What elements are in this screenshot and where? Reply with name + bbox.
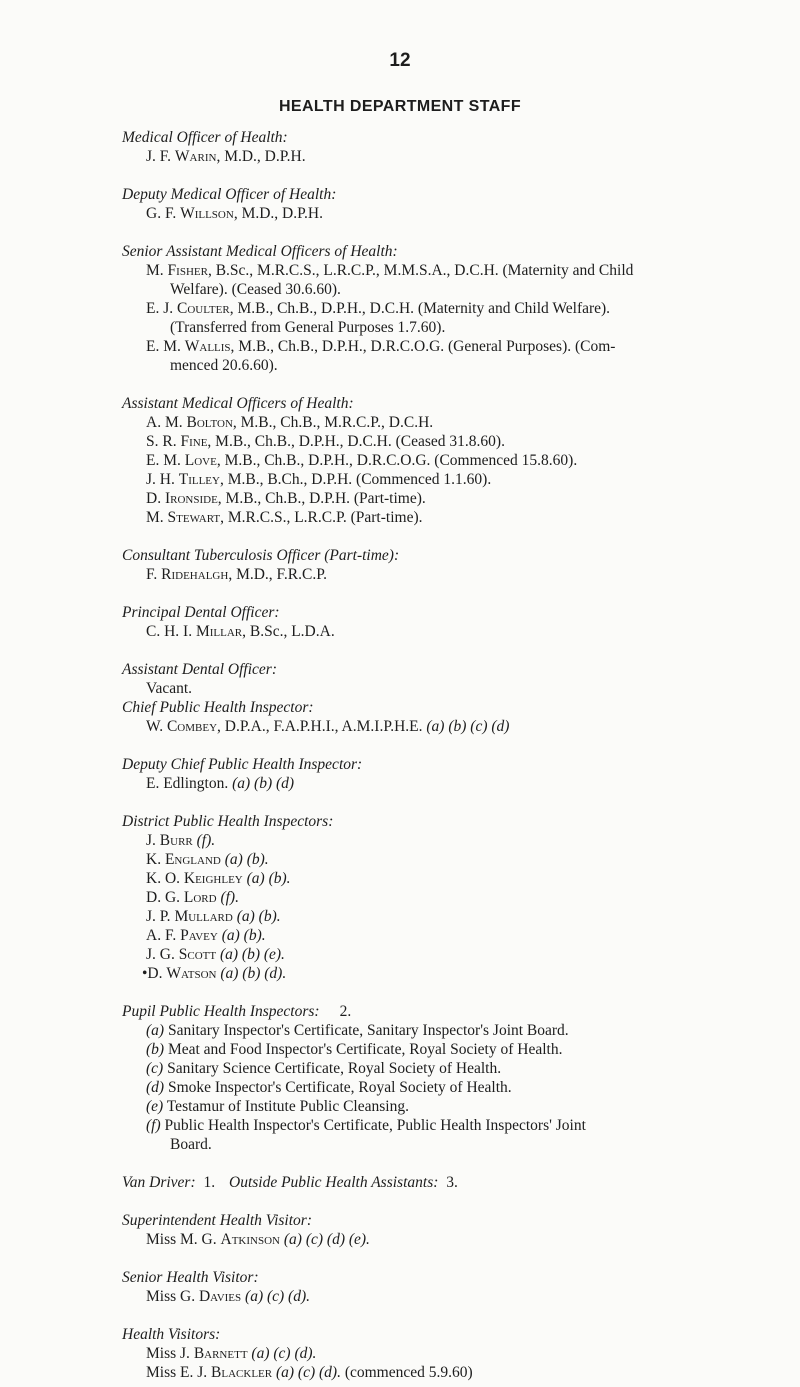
qualifications: , M.D., D.P.H. — [216, 148, 306, 165]
surname: Watson — [166, 965, 217, 982]
page-title: HEALTH DEPARTMENT STAFF — [278, 98, 522, 115]
initials: W. — [146, 718, 167, 735]
certificate-key-item — [146, 1097, 762, 1116]
surname: Willson — [180, 205, 234, 222]
surname: Tilley — [178, 471, 220, 488]
entry-continuation: Board. — [170, 1136, 212, 1153]
van-driver-count: 1. — [203, 1174, 216, 1191]
initials: M. — [146, 262, 168, 279]
initials: F. — [146, 566, 162, 583]
section-title: District Public Health Inspectors: — [122, 813, 334, 830]
key-ref: (c) — [146, 1060, 164, 1077]
section-title: Van Driver: — [122, 1174, 196, 1191]
section-title: Principal Dental Officer: — [122, 604, 280, 621]
staff-entry — [142, 964, 762, 983]
key-text: Testamur of Institute Public Cleansing. — [163, 1098, 409, 1115]
certificate-key-item — [146, 1040, 762, 1059]
certificate-refs: (a) (b). — [224, 851, 269, 868]
initials: D. — [146, 490, 165, 507]
entry-continuation: Welfare). (Ceased 30.6.60). — [170, 281, 341, 298]
surname: Lord — [183, 889, 217, 906]
section-pupil-public-health-inspectors — [122, 1002, 762, 1154]
initials: Miss M. G. — [146, 1231, 221, 1248]
pupil-count: 2. — [339, 1003, 352, 1020]
section-title: Consultant Tuberculosis Officer (Part-time): — [122, 547, 400, 564]
section-title: Assistant Medical Officers of Health: — [122, 395, 354, 412]
staff-entry — [146, 451, 762, 470]
staff-entry — [146, 261, 762, 299]
entry-continuation: (Transferred from General Purposes 1.7.60). — [170, 319, 446, 336]
certificate-refs: (a) (c) (d). — [275, 1364, 341, 1381]
surname: Fine — [180, 433, 208, 450]
surname: Scott — [178, 946, 217, 963]
staff-entry — [146, 831, 762, 850]
initials: E. J. — [146, 300, 177, 317]
section-superintendent-health-visitor — [122, 1211, 762, 1249]
section-title: Chief Public Health Inspector: — [122, 699, 314, 716]
initials: •D. — [142, 965, 167, 982]
certificate-refs: (a) (c) (d). — [245, 1288, 311, 1305]
staff-entry — [146, 413, 762, 432]
initials: J. G. — [146, 946, 179, 963]
key-text: Meat and Food Inspector's Certificate, Royal Society of Health. — [164, 1041, 563, 1058]
section-title: Deputy Chief Public Health Inspector: — [122, 756, 363, 773]
staff-entry — [146, 470, 762, 489]
surname: Combey — [166, 718, 218, 735]
section-district-public-health-inspectors — [122, 812, 762, 983]
section-title: Health Visitors: — [122, 1326, 221, 1343]
section-senior-health-visitor — [122, 1268, 762, 1306]
certificate-refs: (f). — [220, 889, 239, 906]
section-principal-dental-officer — [122, 603, 762, 641]
surname: Warin — [174, 148, 217, 165]
key-ref: (b) — [146, 1041, 165, 1058]
certificate-refs: (f). — [196, 832, 216, 849]
surname: Stewart — [167, 509, 221, 526]
qualifications: , B.Sc., L.D.A. — [242, 623, 335, 640]
surname: Love — [184, 452, 217, 469]
initials: S. R. — [146, 433, 181, 450]
staff-entry — [146, 432, 762, 451]
entry-continuation: menced 20.6.60). — [170, 357, 278, 374]
surname: Fisher — [167, 262, 208, 279]
section-deputy-chief-public-health-inspector — [122, 755, 762, 793]
surname: England — [164, 851, 221, 868]
section-health-visitors — [122, 1325, 762, 1382]
staff-entry — [146, 147, 762, 166]
certificate-key-item — [146, 1021, 762, 1040]
initials: D. G. — [146, 889, 184, 906]
initials: Miss J. — [146, 1345, 194, 1362]
qualifications: , M.B., Ch.B., M.R.C.P., D.C.H. — [232, 414, 434, 431]
staff-list — [122, 128, 762, 1382]
section-assistant-dental-officer — [122, 660, 762, 698]
certificate-refs: (a) (b). — [246, 870, 291, 887]
surname: Burr — [159, 832, 193, 849]
certificate-refs: (a) (b) (e). — [219, 946, 285, 963]
staff-entry — [146, 1287, 762, 1306]
key-text: Smoke Inspector's Certificate, Royal Society of Health. — [164, 1079, 512, 1096]
section-title: Senior Assistant Medical Officers of Health: — [122, 243, 398, 260]
qualifications: , D.P.A., F.A.P.H.I., A.M.I.P.H.E. — [217, 718, 427, 735]
section-title: Senior Health Visitor: — [122, 1269, 259, 1286]
surname: Ridehalgh — [161, 566, 229, 583]
initials: J. H. — [146, 471, 179, 488]
key-text: Sanitary Science Certificate, Royal Society of Health. — [163, 1060, 502, 1077]
section-title: Assistant Dental Officer: — [122, 661, 277, 678]
surname: Davies — [198, 1288, 242, 1305]
page-number: 12 — [389, 50, 411, 71]
certificate-refs: (a) (c) (d) (e). — [283, 1231, 370, 1248]
section-title: Pupil Public Health Inspectors: — [122, 1003, 320, 1020]
initials: E. M. — [146, 338, 185, 355]
staff-entry — [146, 1230, 762, 1249]
entry-note: (commenced 5.9.60) — [340, 1364, 473, 1381]
section-senior-assistant-medical-officers — [122, 242, 762, 375]
section-deputy-medical-officer — [122, 185, 762, 223]
certificate-refs: (a) (b) (d). — [220, 965, 287, 982]
staff-entry — [146, 337, 762, 375]
staff-entry — [146, 204, 762, 223]
certificate-refs: (a) (c) (d). — [251, 1345, 317, 1362]
section-title: Deputy Medical Officer of Health: — [122, 186, 337, 203]
surname: Blackler — [211, 1364, 273, 1381]
key-ref: (d) — [146, 1079, 165, 1096]
initials: A. M. — [146, 414, 187, 431]
surname: Barnett — [193, 1345, 248, 1362]
certificate-refs: (a) (b). — [236, 908, 281, 925]
qualifications: , M.B., Ch.B., D.P.H., D.R.C.O.G. (General Purposes). (Com- — [230, 338, 616, 355]
surname: Millar — [195, 623, 243, 640]
initials: J. F. — [146, 148, 175, 165]
staff-entry — [146, 850, 762, 869]
qualifications: , M.B., Ch.B., D.P.H., D.C.H. (Ceased 31.8.60). — [207, 433, 505, 450]
initials: K. — [146, 851, 165, 868]
section-van-driver — [122, 1173, 762, 1192]
certificate-key-item — [146, 1116, 762, 1154]
certificate-key-item — [146, 1059, 762, 1078]
key-text: Sanitary Inspector's Certificate, Sanitary Inspector's Joint Board. — [164, 1022, 569, 1039]
staff-entry — [146, 299, 762, 337]
outside-assistants-title: Outside Public Health Assistants: — [229, 1174, 439, 1191]
surname: Wallis — [184, 338, 231, 355]
qualifications: , B.Sc., M.R.C.S., L.R.C.P., M.M.S.A., D.C.H. (Maternity and Child — [207, 262, 634, 279]
initials: G. F. — [146, 205, 181, 222]
initials: K. O. — [146, 870, 184, 887]
qualifications: , M.B., Ch.B., D.P.H., D.R.C.O.G. (Commenced 15.8.60). — [216, 452, 578, 469]
key-ref: (a) — [146, 1022, 165, 1039]
initials: J. P. — [146, 908, 175, 925]
qualifications: , M.B., B.Ch., D.P.H. (Commenced 1.1.60). — [219, 471, 492, 488]
surname: Ironside — [164, 490, 218, 507]
initials: Miss G. — [146, 1288, 199, 1305]
staff-entry — [146, 926, 762, 945]
section-chief-public-health-inspector — [122, 698, 762, 736]
surname: Keighley — [183, 870, 243, 887]
staff-entry — [146, 489, 762, 508]
staff-entry — [146, 774, 762, 793]
certificate-refs: (a) (b) (d) — [232, 775, 295, 792]
section-medical-officer — [122, 128, 762, 166]
section-tuberculosis-officer — [122, 546, 762, 584]
outside-assistants-count: 3. — [446, 1174, 458, 1191]
surname: Mullard — [174, 908, 233, 925]
section-title: Medical Officer of Health: — [122, 129, 288, 146]
surname: Coulter — [177, 300, 230, 317]
initials: E. M. — [146, 452, 185, 469]
staff-entry — [146, 622, 762, 641]
qualifications: , M.D., D.P.H. — [233, 205, 323, 222]
certificate-refs: (a) (b) (c) (d) — [426, 718, 510, 735]
certificate-refs: (a) (b). — [221, 927, 266, 944]
certificate-key-item — [146, 1078, 762, 1097]
qualifications: , M.R.C.S., L.R.C.P. (Part-time). — [220, 509, 423, 526]
staff-entry — [146, 888, 762, 907]
section-title: Superintendent Health Visitor: — [122, 1212, 312, 1229]
initials: J. — [146, 832, 160, 849]
pupil-heading-line — [122, 1002, 762, 1021]
key-ref: (f) — [146, 1117, 161, 1134]
qualifications: , M.B., Ch.B., D.P.H., D.C.H. (Maternity and Child Welfare). — [229, 300, 611, 317]
surname: Atkinson — [220, 1231, 280, 1248]
staff-entry — [146, 717, 762, 736]
staff-entry: Vacant. — [146, 680, 193, 697]
section-assistant-medical-officers — [122, 394, 762, 527]
staff-entry — [146, 1363, 762, 1382]
qualifications: , M.D., F.R.C.P. — [228, 566, 327, 583]
staff-entry — [146, 565, 762, 584]
initials: C. H. I. — [146, 623, 196, 640]
surname: Bolton — [186, 414, 233, 431]
key-ref: (e) — [146, 1098, 164, 1115]
staff-entry — [146, 869, 762, 888]
staff-entry — [146, 907, 762, 926]
staff-entry — [146, 508, 762, 527]
surname: Pavey — [180, 927, 218, 944]
staff-entry — [146, 945, 762, 964]
name: E. Edlington. — [146, 775, 233, 792]
initials: M. — [146, 509, 168, 526]
initials: Miss E. J. — [146, 1364, 212, 1381]
key-text: Public Health Inspector's Certificate, Public Health Inspectors' Joint — [160, 1117, 586, 1134]
qualifications: , M.B., Ch.B., D.P.H. (Part-time). — [217, 490, 426, 507]
initials: A. F. — [146, 927, 181, 944]
staff-entry — [146, 1344, 762, 1363]
